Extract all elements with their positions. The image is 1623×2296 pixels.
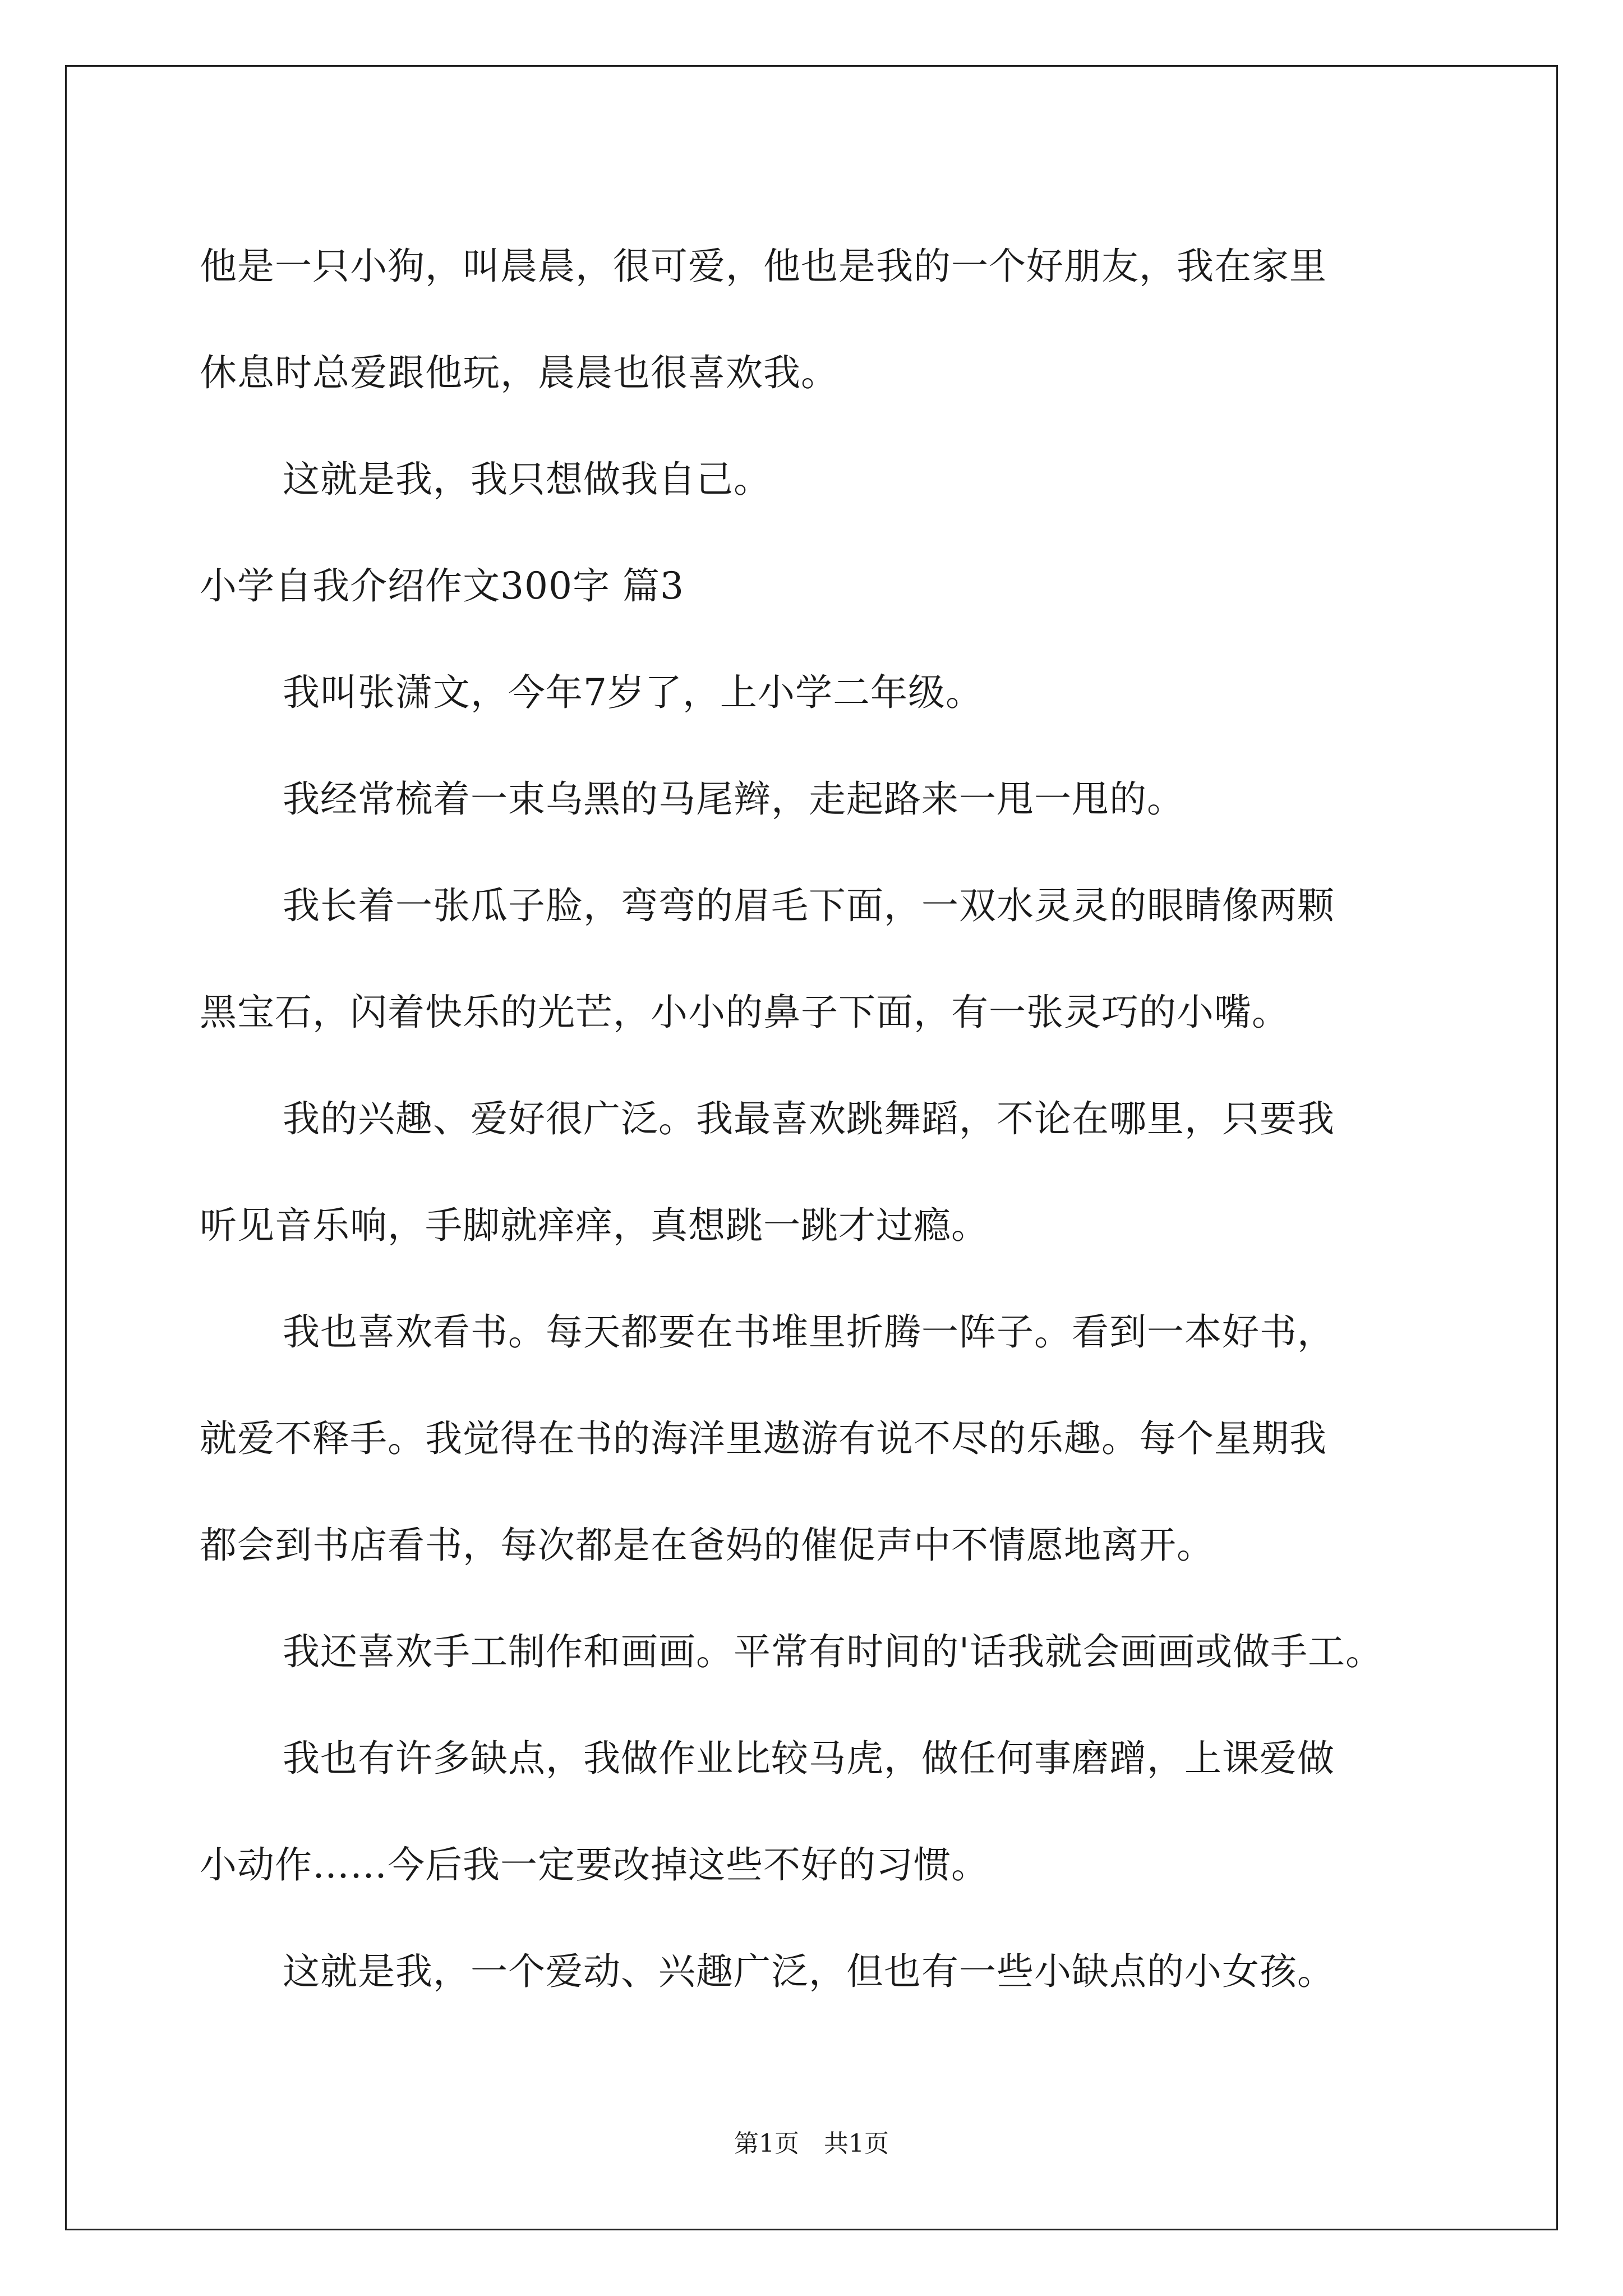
document-body [200,213,1433,2025]
paragraph-line: 都会到书店看书，每次都是在爸妈的催促声中不情愿地离开。 [200,1524,1214,1567]
paragraph-line: 我还喜欢手工制作和画画。平常有时间的'话我就会画画或做手工。 [283,1630,1384,1673]
paragraph-line: 这就是我，一个爱动、兴趣广泛，但也有一些小缺点的小女孩。 [283,1950,1335,1993]
paragraph-line: 就爱不释手。我觉得在书的海洋里遨游有说不尽的乐趣。每个星期我 [200,1417,1327,1460]
paragraph-line: 这就是我，我只想做我自己。 [283,458,771,501]
paragraph-line: 我也喜欢看书。每天都要在书堆里折腾一阵子。看到一本好书， [283,1310,1335,1354]
paragraph-line: 小动作……今后我一定要改掉这些不好的习惯。 [200,1843,989,1887]
paragraph-line: 我经常梳着一束乌黑的马尾辫，走起路来一甩一甩的。 [283,777,1184,821]
paragraph-line: 我也有许多缺点，我做作业比较马虎，做任何事磨蹭，上课爱做 [283,1737,1335,1780]
paragraph-line: 黑宝石，闪着快乐的光芒，小小的鼻子下面，有一张灵巧的小嘴。 [200,991,1289,1034]
page-number: 第1页 共1页 [734,2129,889,2158]
paragraph-line: 我叫张潇文，今年7岁了，上小学二年级。 [283,671,983,714]
paragraph-line: 我的兴趣、爱好很广泛。我最喜欢跳舞蹈，不论在哪里，只要我 [283,1097,1335,1140]
paragraph-line: 我长着一张瓜子脸，弯弯的眉毛下面，一双水灵灵的眼睛像两颗 [283,884,1335,927]
paragraph-line: 听见音乐响，手脚就痒痒，真想跳一跳才过瘾。 [200,1204,989,1247]
paragraph-line: 休息时总爱跟他玩，晨晨也很喜欢我。 [200,351,838,394]
section-heading: 小学自我介绍作文300字 篇3 [200,564,684,608]
paragraph-line: 他是一只小狗，叫晨晨，很可爱，他也是我的一个好朋友，我在家里 [200,245,1327,288]
